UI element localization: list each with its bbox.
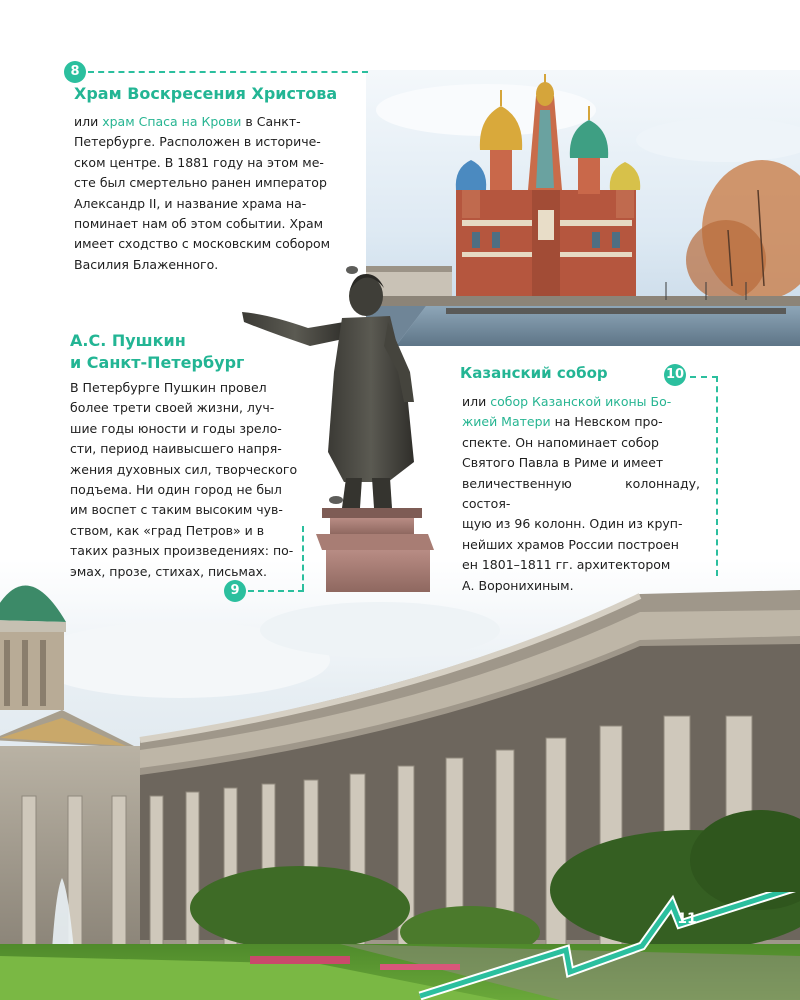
- text-line: поминает нам об этом событии. Храм: [74, 216, 324, 232]
- text-line: таких разных произведениях: по-: [70, 543, 294, 559]
- text-line: Александр II, и название храма на-: [74, 195, 307, 211]
- section-divider: [302, 526, 304, 590]
- text-line: Петербурге. Расположен в историче-: [74, 134, 321, 150]
- text-fragment: в Санкт-: [241, 114, 301, 129]
- section-number-badge: 8: [64, 61, 86, 83]
- text-line: жения духовных сил, творческого: [70, 461, 298, 477]
- title-line: А.С. Пушкин: [70, 331, 186, 350]
- text-line: спекте. Он напоминает собор: [462, 434, 659, 450]
- text-fragment: или: [74, 114, 103, 129]
- text-line: имеет сходство с московским собором: [74, 236, 331, 252]
- text-fragment: на Невском про-: [550, 414, 663, 430]
- church-link[interactable]: храм Спаса на Крови: [102, 114, 242, 129]
- section-divider: [88, 71, 368, 73]
- text-line: [462, 412, 700, 432]
- text-line: Василия Блаженного.: [74, 256, 219, 272]
- cathedral-link[interactable]: жией Матери: [462, 414, 551, 430]
- text-line: [74, 112, 344, 132]
- section-title: [70, 330, 244, 374]
- text-line: щую из 96 колонн. Один из круп-: [462, 516, 683, 532]
- text-line: ен 1801–1811 гг. архитектором: [462, 557, 671, 573]
- text-line: более трети своей жизни, луч-: [70, 400, 275, 416]
- section-text: [70, 378, 298, 582]
- text-line: подъема. Ни один город не был: [70, 482, 282, 498]
- text-line: ском центре. В 1881 году на этом ме-: [74, 154, 324, 170]
- section-number-badge: 10: [664, 364, 686, 386]
- section-divider: [248, 590, 304, 592]
- page-number: 11: [677, 911, 697, 927]
- text-line: В Петербурге Пушкин провел: [70, 380, 267, 395]
- cathedral-link[interactable]: собор Казанской иконы Бо-: [490, 394, 672, 409]
- text-line: ством, как «град Петров» и в: [70, 522, 265, 538]
- section-divider: [690, 376, 718, 378]
- text-line: [462, 392, 700, 412]
- text-fragment: или: [462, 394, 491, 409]
- text-line: им воспет с таким высоким чув-: [70, 502, 283, 518]
- section-title: Храм Воскресения Христова: [74, 84, 338, 103]
- decorative-zigzag: [380, 892, 800, 1000]
- text-line: А. Воронихиным.: [462, 577, 574, 593]
- text-line: эмах, прозе, стихах, письмах.: [70, 563, 268, 579]
- section-text: [462, 392, 700, 596]
- text-line: сте был смертельно ранен император: [74, 175, 327, 191]
- section-divider: [716, 376, 718, 576]
- text-line: Святого Павла в Риме и имеет: [462, 455, 664, 471]
- text-line: величественную колоннаду, состоя-: [462, 475, 700, 512]
- section-text: [74, 112, 344, 275]
- section-title: Казанский собор: [460, 364, 608, 382]
- section-number-badge: 9: [224, 580, 246, 602]
- title-line: и Санкт-Петербург: [70, 353, 245, 372]
- text-line: шие годы юности и годы зрело-: [70, 420, 282, 436]
- text-line: сти, период наивысшего напря-: [70, 441, 282, 457]
- text-line: нейших храмов России построен: [462, 536, 679, 552]
